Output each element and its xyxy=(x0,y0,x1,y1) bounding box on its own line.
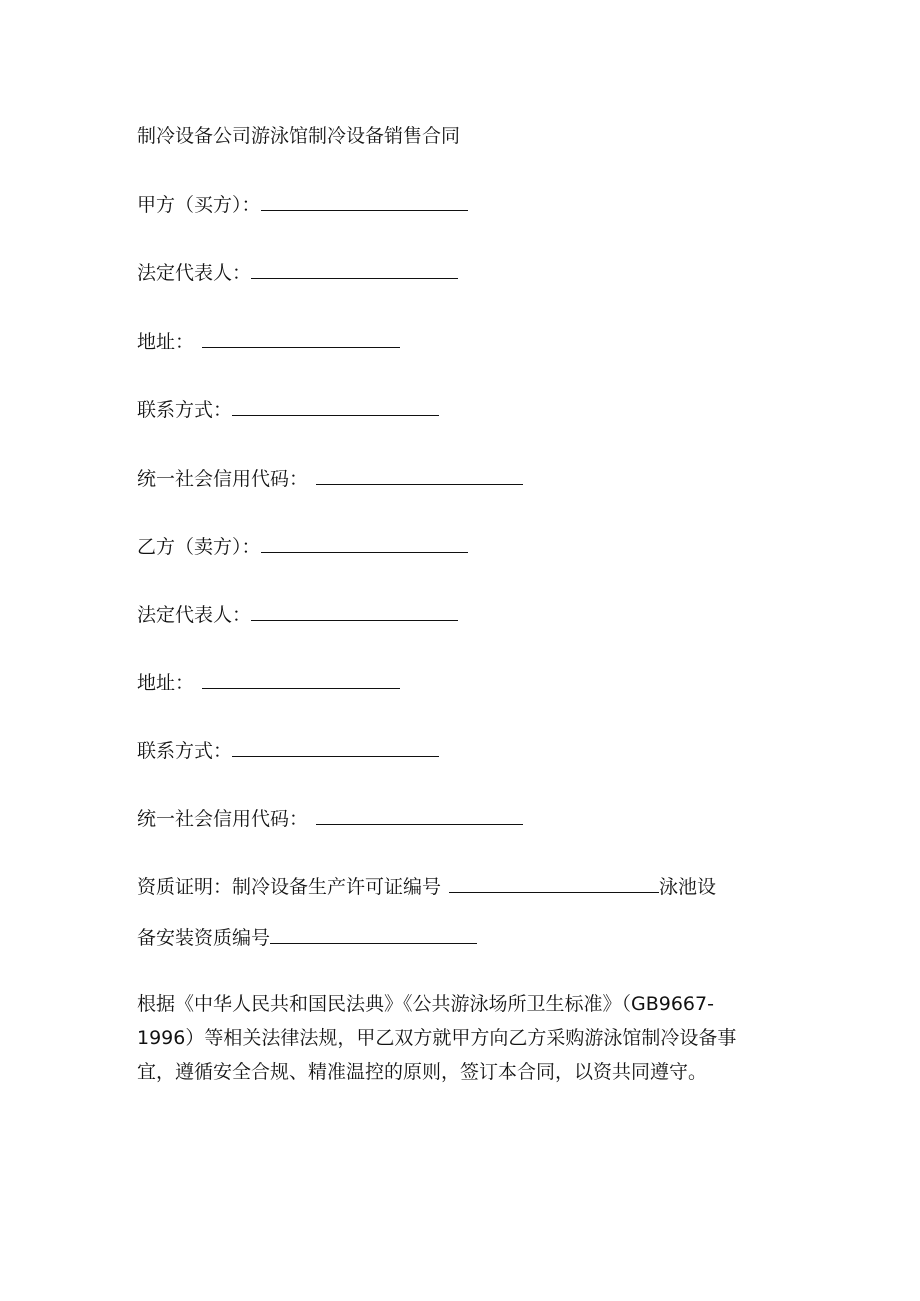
qualification-row-1 xyxy=(137,874,716,899)
party-a-address-row xyxy=(137,329,400,354)
party-b-contact-row xyxy=(137,738,439,763)
preamble-line-1: 根据《中华人民共和国民法典》《公共游泳场所卫生标准》（GB9667- xyxy=(137,993,714,1015)
contract-title: 制冷设备公司游泳馆制冷设备销售合同 xyxy=(137,125,461,147)
party-a-credit-code-row xyxy=(137,466,523,491)
installation-qualification-label: 备安装资质编号 xyxy=(137,927,271,949)
party-a-blank[interactable] xyxy=(261,192,468,211)
preamble-paragraph xyxy=(137,987,777,1089)
qualification-row-2 xyxy=(137,925,477,950)
party-a-contact-row xyxy=(137,397,439,422)
party-b-blank[interactable] xyxy=(261,534,468,553)
preamble-line-2: 1996）等相关法律法规，甲乙双方就甲方向乙方采购游泳馆制冷设备事 xyxy=(137,1027,737,1049)
qualification-label: 资质证明：制冷设备生产许可证编号 xyxy=(137,876,442,898)
production-license-blank[interactable] xyxy=(449,874,659,893)
party-b-legal-rep-row xyxy=(137,602,458,627)
party-b-contact-blank[interactable] xyxy=(232,738,439,757)
party-b-credit-code-label: 统一社会信用代码： xyxy=(137,808,309,830)
preamble-line-3: 宜，遵循安全合规、精准温控的原则，签订本合同，以资共同遵守。 xyxy=(137,1061,708,1083)
party-b-address-label: 地址： xyxy=(137,672,195,694)
party-a-label: 甲方（买方）： xyxy=(137,194,261,216)
party-b-address-row xyxy=(137,670,400,695)
party-a-legal-rep-row xyxy=(137,260,458,285)
party-b-label: 乙方（卖方）： xyxy=(137,536,261,558)
party-a-credit-code-label: 统一社会信用代码： xyxy=(137,468,309,490)
party-a-credit-code-blank[interactable] xyxy=(316,466,523,485)
party-b-row xyxy=(137,534,468,559)
party-a-address-blank[interactable] xyxy=(202,329,400,348)
party-a-row xyxy=(137,192,468,217)
qualification-continued-text: 泳池设 xyxy=(659,876,717,898)
party-a-legal-rep-blank[interactable] xyxy=(251,260,458,279)
party-a-contact-label: 联系方式： xyxy=(137,399,233,421)
party-b-legal-rep-blank[interactable] xyxy=(251,602,458,621)
party-b-contact-label: 联系方式： xyxy=(137,740,233,762)
party-a-contact-blank[interactable] xyxy=(232,397,439,416)
party-b-credit-code-row xyxy=(137,806,523,831)
installation-qualification-blank[interactable] xyxy=(270,925,477,944)
party-a-legal-rep-label: 法定代表人： xyxy=(137,262,252,284)
party-a-address-label: 地址： xyxy=(137,331,195,353)
party-b-legal-rep-label: 法定代表人： xyxy=(137,604,252,626)
party-b-address-blank[interactable] xyxy=(202,670,400,689)
party-b-credit-code-blank[interactable] xyxy=(316,806,523,825)
